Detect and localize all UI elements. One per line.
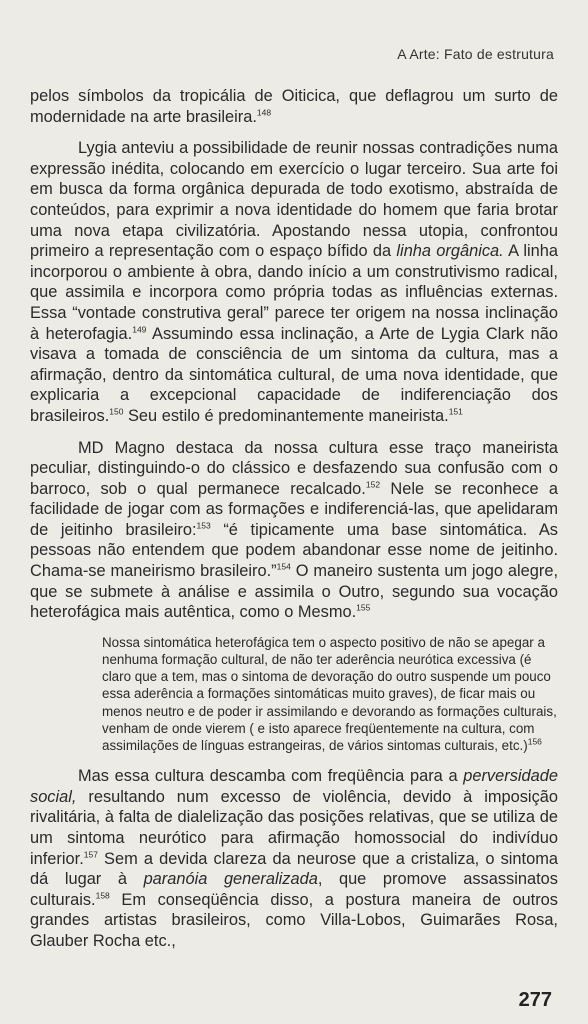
block-quote — [102, 634, 558, 754]
paragraph-perversidade — [30, 766, 558, 951]
body-text — [30, 86, 558, 952]
text-run: Seu estilo é predominantemente maneirista. — [123, 406, 449, 425]
paragraph-md-magno — [30, 438, 558, 623]
text-run: , que promove assassinatos culturais. — [30, 870, 558, 909]
text-run: resultando num excesso de violência, devido à imposição rivalitária, à falta de dialelização das posições relativas, que se utiliza de um sintoma neurótico para afirmação homossocial do indivíduo inferior. — [30, 787, 558, 868]
text-run: MD Magno destaca da nossa cultura esse traço maneirista peculiar, distinguindo-o do clássico e desfazendo sua confusão com o barroco, sob o qual permanece recalcado. — [30, 438, 558, 498]
running-head: A Arte: Fato de estrutura — [397, 46, 554, 62]
text-run: Sem a devida clareza da neurose que a cristaliza, o sintoma dá lugar à — [30, 849, 558, 889]
footnote-ref: 151 — [448, 406, 463, 417]
footnote-ref: 158 — [95, 890, 110, 901]
text-run: Assumindo essa inclinação, a Arte de Lygia Clark não visava a tomada de consciência de um sintoma da cultura, mas a afirmação, dentro da sintomática cultural, de uma nova identidade, que explicaria a excepcional capacidade de indiferenciação dos brasileiros. — [30, 324, 558, 425]
text-run: O maneiro sustenta um jogo alegre, que se submete à análise e assimila o Outro, segundo sua vocação heterofágica mais autêntica, como o Mesmo. — [30, 562, 558, 622]
text-run: Nele se reconhece a facilidade de jogar com as formações e indiferenciá-las, que apelidaram de jeitinho brasileiro: — [30, 479, 558, 539]
footnote-ref: 153 — [196, 520, 211, 531]
text-run: A linha incorporou o ambiente à obra, dando início a um construtivismo radical, que assimila e incorpora como própria todas as influências externas. Essa “vontade construtiva geral” parece ter origem na nossa inclinação à heterofagia. — [30, 242, 558, 343]
footnote-ref: 149 — [132, 324, 147, 335]
paragraph-lygia — [30, 138, 558, 426]
footnote-ref: 154 — [276, 561, 291, 572]
footnote-ref: 148 — [256, 107, 272, 118]
text-run: Nossa sintomática heterofágica tem o aspecto positivo de não se apegar a nenhuma formação cultural, de não ter aderência neurótica excessiva (é claro que a tem, mas o sintoma de devoração do outro suspende um pouco essa aderência a formações sintomáticas muito graves), de ficar mais ou menos neutro e de poder ir assimilando e devorando as formações culturais, venham de onde vierem ( e isto aparece freqüentemente na cultura, com assimilações de línguas estrangeiras, de vários sintomas culturais, etc.) — [102, 634, 557, 754]
footnote-ref: 157 — [83, 849, 98, 860]
footnote-ref: 150 — [109, 406, 124, 417]
footnote-ref: 156 — [527, 736, 542, 747]
text-run: pelos símbolos da tropicália de Oiticica, que deflagrou um surto de modernidade na arte brasileira. — [30, 87, 558, 126]
italic-text: linha orgânica. — [396, 242, 504, 261]
footnote-ref: 155 — [356, 602, 371, 613]
italic-text: perversidade social, — [30, 767, 558, 806]
text-run: Em conseqüência disso, a postura maneira de outros grandes artistas brasileiros, como Villa-Lobos, Guimarães Rosa, Glauber Rocha etc., — [30, 890, 558, 951]
italic-text: paranóia generalizada — [143, 870, 318, 889]
text-run: Lygia anteviu a possibilidade de reunir nossas contradições numa expressão inédita, colocando em exercício o lugar terceiro. Sua arte foi em busca da forma orgânica depurada de todo exotismo, abstraída de conteúdos, para exprimir a nova identidade do homem que faria brotar uma nova etapa civilizatória. Apostando nessa utopia, confrontou primeiro a representação com o espaço bífido da — [30, 139, 558, 261]
text-run: “é tipicamente uma base sintomática. As pessoas não entendem que podem abandonar esse nome de jeitinho. Chama-se maneirismo brasileiro.” — [30, 520, 558, 581]
paragraph-continuation — [30, 86, 558, 127]
page-number: 277 — [518, 989, 552, 1011]
footnote-ref: 152 — [365, 479, 381, 490]
text-run: Mas essa cultura descamba com freqüência para a — [78, 767, 464, 786]
